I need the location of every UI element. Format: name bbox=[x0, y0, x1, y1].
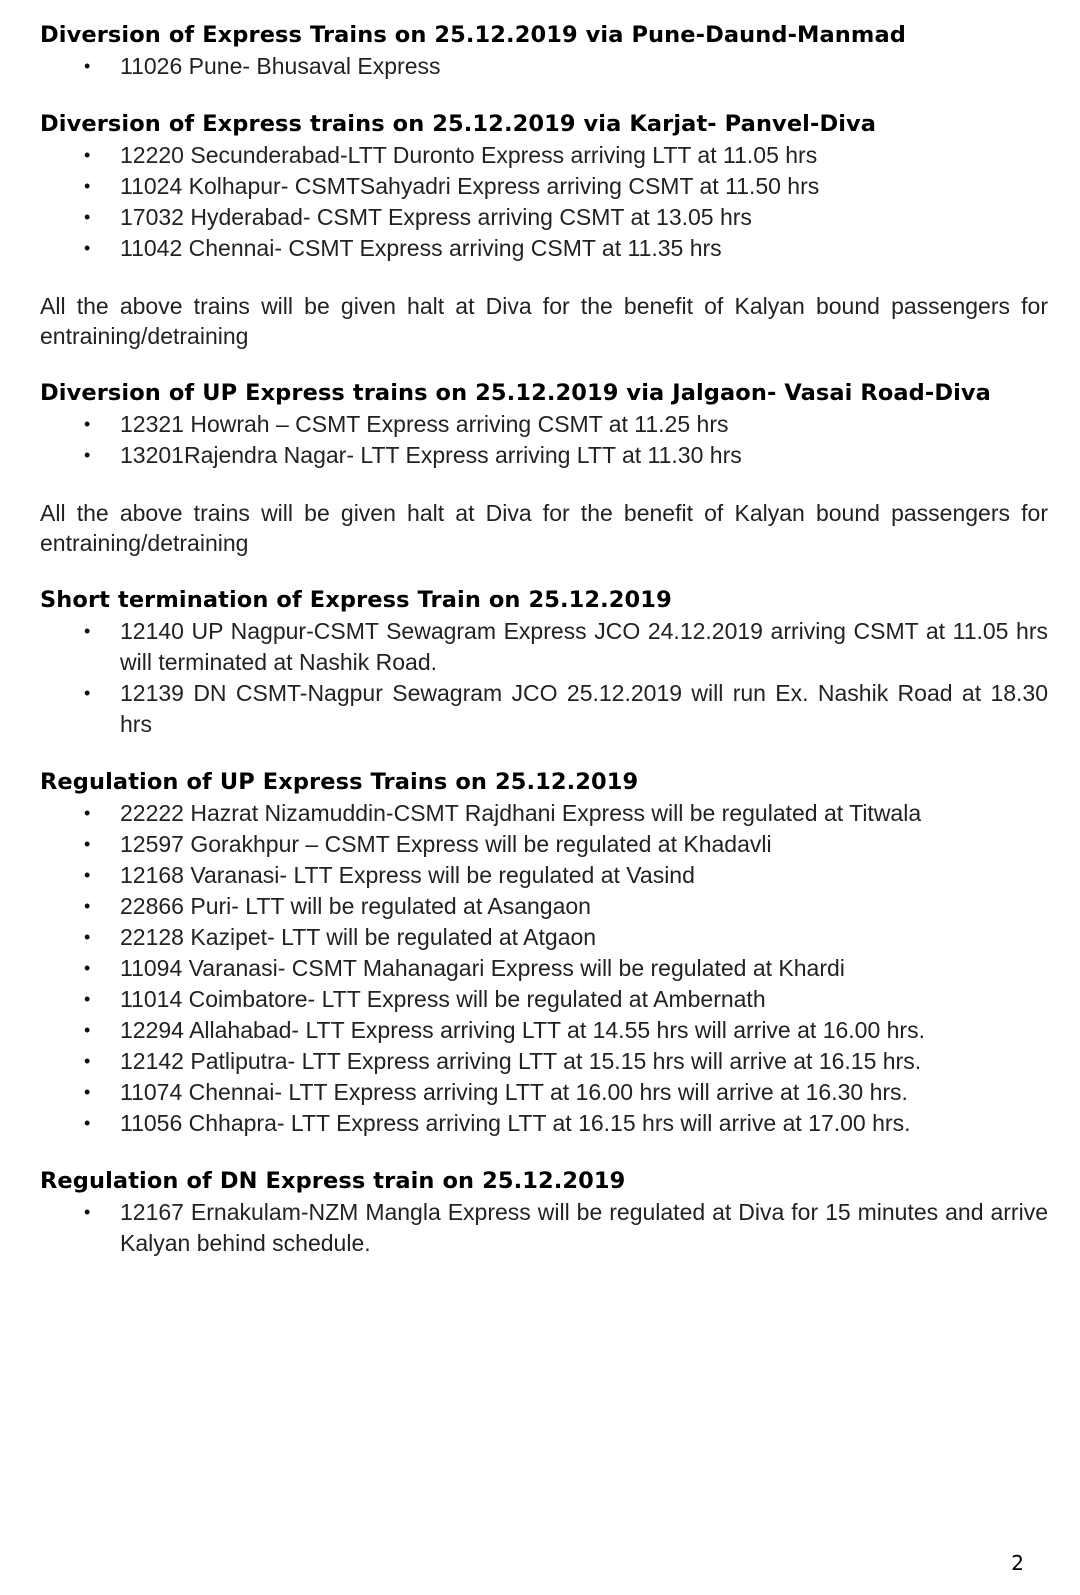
section-diversion-jalgaon-vasai-diva bbox=[40, 378, 1048, 471]
bullet-icon: • bbox=[84, 958, 91, 978]
list-item: • 11074 Chennai- LTT Express arriving LTT at 16.00 hrs will arrive at 16.30 hrs. bbox=[40, 1077, 1048, 1108]
bullet-icon: • bbox=[84, 803, 91, 823]
section-regulation-up bbox=[40, 767, 1048, 1139]
list-item: • 12294 Allahabad- LTT Express arriving LTT at 14.55 hrs will arrive at 16.00 hrs. bbox=[40, 1015, 1048, 1046]
section-regulation-dn bbox=[40, 1166, 1048, 1259]
list-item: • 12167 Ernakulam-NZM Mangla Express will be regulated at Diva for 15 minutes and arrive Kalyan behind schedule. bbox=[84, 1199, 1048, 1256]
section-heading: Diversion of Express Trains on 25.12.2019 via Pune-Daund-Manmad bbox=[40, 22, 906, 48]
document-page bbox=[40, 20, 1048, 1286]
section-heading: Regulation of DN Express train on 25.12.2019 bbox=[40, 1168, 626, 1194]
section-heading: Regulation of UP Express Trains on 25.12.2019 bbox=[40, 769, 639, 795]
section-heading: Short termination of Express Train on 25.12.2019 bbox=[40, 587, 672, 613]
bullet-icon: • bbox=[84, 207, 91, 227]
list-item: • 11094 Varanasi- CSMT Mahanagari Express will be regulated at Khardi bbox=[40, 953, 1048, 984]
bullet-icon: • bbox=[84, 414, 91, 434]
list-item: • 22222 Hazrat Nizamuddin-CSMT Rajdhani Express will be regulated at Titwala bbox=[40, 798, 1048, 829]
bullet-icon: • bbox=[84, 621, 91, 641]
bullet-icon: • bbox=[84, 927, 91, 947]
train-list bbox=[40, 409, 1048, 471]
list-item: • 13201Rajendra Nagar- LTT Express arriving LTT at 11.30 hrs bbox=[40, 440, 1048, 471]
bullet-icon: • bbox=[84, 683, 91, 703]
list-item: • 12168 Varanasi- LTT Express will be regulated at Vasind bbox=[40, 860, 1048, 891]
train-list bbox=[40, 1197, 1048, 1259]
bullet-icon: • bbox=[84, 1202, 91, 1222]
bullet-icon: • bbox=[84, 1051, 91, 1071]
bullet-icon: • bbox=[84, 238, 91, 258]
list-item: • 22866 Puri- LTT will be regulated at Asangaon bbox=[40, 891, 1048, 922]
bullet-icon: • bbox=[84, 865, 91, 885]
list-item: • 11014 Coimbatore- LTT Express will be regulated at Ambernath bbox=[40, 984, 1048, 1015]
bullet-icon: • bbox=[84, 176, 91, 196]
bullet-icon: • bbox=[84, 445, 91, 465]
bullet-icon: • bbox=[84, 1020, 91, 1040]
train-list bbox=[40, 51, 1048, 82]
bullet-icon: • bbox=[84, 56, 91, 76]
note-text: All the above trains will be given halt at Diva for the benefit of Kalyan bound passengers for entraining/detraining bbox=[40, 293, 1048, 349]
bullet-icon: • bbox=[84, 1113, 91, 1133]
halt-note bbox=[40, 498, 1048, 558]
bullet-icon: • bbox=[84, 145, 91, 165]
list-item: • 11024 Kolhapur- CSMTSahyadri Express arriving CSMT at 11.50 hrs bbox=[40, 171, 1048, 202]
list-item: • 12220 Secunderabad-LTT Duronto Express arriving LTT at 11.05 hrs bbox=[40, 140, 1048, 171]
section-heading: Diversion of Express trains on 25.12.2019 via Karjat- Panvel-Diva bbox=[40, 111, 877, 137]
page-number: 2 bbox=[1011, 1551, 1024, 1575]
section-diversion-pune-daund-manmad bbox=[40, 20, 1048, 82]
train-list bbox=[40, 798, 1048, 1139]
list-item: • 11056 Chhapra- LTT Express arriving LTT at 16.15 hrs will arrive at 17.00 hrs. bbox=[40, 1108, 1048, 1139]
list-item: • 12139 DN CSMT-Nagpur Sewagram JCO 25.12.2019 will run Ex. Nashik Road at 18.30 hrs bbox=[84, 680, 1048, 737]
bullet-icon: • bbox=[84, 834, 91, 854]
train-list bbox=[40, 140, 1048, 264]
bullet-icon: • bbox=[84, 989, 91, 1009]
list-item: • 11042 Chennai- CSMT Express arriving CSMT at 11.35 hrs bbox=[40, 233, 1048, 264]
list-item: • 12140 UP Nagpur-CSMT Sewagram Express JCO 24.12.2019 arriving CSMT at 11.05 hrs will terminated at Nashik Road. bbox=[84, 618, 1048, 675]
list-item: • 11026 Pune- Bhusaval Express bbox=[40, 51, 1048, 82]
section-short-termination bbox=[40, 585, 1048, 740]
list-item: • 12321 Howrah – CSMT Express arriving CSMT at 11.25 hrs bbox=[40, 409, 1048, 440]
list-item: • 12597 Gorakhpur – CSMT Express will be regulated at Khadavli bbox=[40, 829, 1048, 860]
bullet-icon: • bbox=[84, 1082, 91, 1102]
list-item: • 22128 Kazipet- LTT will be regulated at Atgaon bbox=[40, 922, 1048, 953]
train-list bbox=[40, 616, 1048, 740]
bullet-icon: • bbox=[84, 896, 91, 916]
note-text: All the above trains will be given halt at Diva for the benefit of Kalyan bound passengers for entraining/detraining bbox=[40, 500, 1048, 556]
section-heading: Diversion of UP Express trains on 25.12.2019 via Jalgaon- Vasai Road-Diva bbox=[40, 380, 991, 406]
list-item: • 17032 Hyderabad- CSMT Express arriving CSMT at 13.05 hrs bbox=[40, 202, 1048, 233]
list-item: • 12142 Patliputra- LTT Express arriving LTT at 15.15 hrs will arrive at 16.15 hrs. bbox=[40, 1046, 1048, 1077]
section-diversion-karjat-panvel-diva bbox=[40, 109, 1048, 264]
halt-note bbox=[40, 291, 1048, 351]
